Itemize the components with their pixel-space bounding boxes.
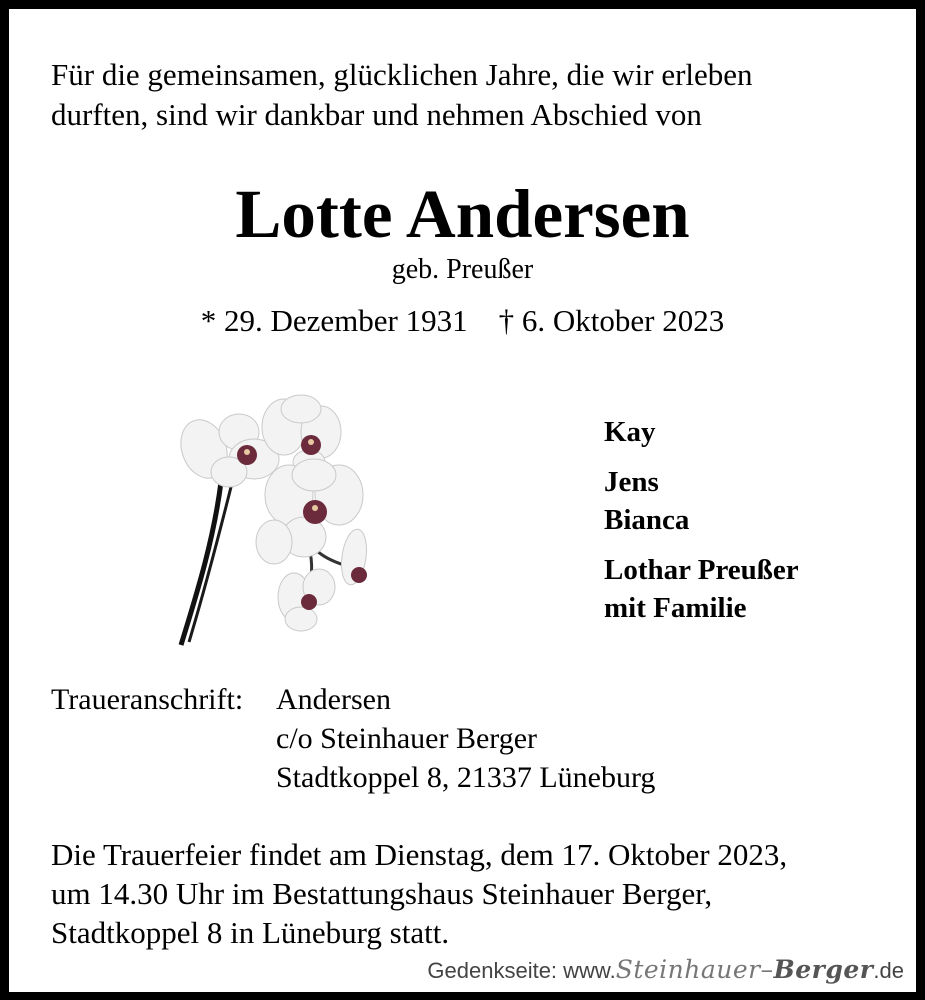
mourners-list	[604, 413, 799, 639]
mourner-name: Kay	[604, 416, 656, 448]
ceremony-line: Stadtkoppel 8 in Lüneburg statt.	[51, 915, 450, 950]
memorial-page-link[interactable]	[427, 955, 904, 986]
intro-text	[51, 55, 891, 135]
mourner-group	[604, 413, 799, 451]
intro-line-2: durften, sind wir dankbar und nehmen Abschied von	[51, 97, 702, 132]
deceased-name: Lotte Andersen	[235, 176, 690, 252]
footer-suffix: .de	[873, 958, 904, 983]
life-dates	[9, 301, 916, 341]
obituary-card	[9, 9, 916, 992]
intro-line-1: Für die gemeinsamen, glücklichen Jahre, die wir erleben	[51, 57, 753, 92]
ceremony-line: um 14.30 Uhr im Bestattungshaus Steinhauer Berger,	[51, 876, 713, 911]
birth-date: * 29. Dezember 1931	[200, 303, 468, 338]
death-date: † 6. Oktober 2023	[498, 303, 725, 338]
address-label: Traueranschrift:	[51, 683, 244, 716]
footer-prefix: Gedenkseite: www.	[427, 958, 616, 983]
mourner-name: Lothar Preußer	[604, 554, 799, 586]
mourner-group	[604, 463, 799, 539]
address-line: c/o Steinhauer Berger	[276, 722, 538, 755]
brand-separator: –	[760, 955, 774, 984]
address-line: Andersen	[276, 683, 391, 716]
mourner-name: Jens	[604, 466, 659, 498]
brand-part-2: Berger	[773, 955, 874, 984]
brand-part-1: Steinhauer	[615, 955, 761, 984]
ceremony-line: Die Trauerfeier findet am Dienstag, dem 17. Oktober 2023,	[51, 837, 788, 872]
address-line: Stadtkoppel 8, 21337 Lüneburg	[276, 761, 656, 794]
mourner-group	[604, 551, 799, 627]
mourner-name: Bianca	[604, 504, 690, 536]
address-lines	[276, 680, 655, 797]
maiden-name: geb. Preußer	[391, 254, 534, 285]
orchid-flower-image	[159, 387, 399, 649]
mourner-name: mit Familie	[604, 592, 747, 624]
ceremony-text	[51, 835, 891, 952]
